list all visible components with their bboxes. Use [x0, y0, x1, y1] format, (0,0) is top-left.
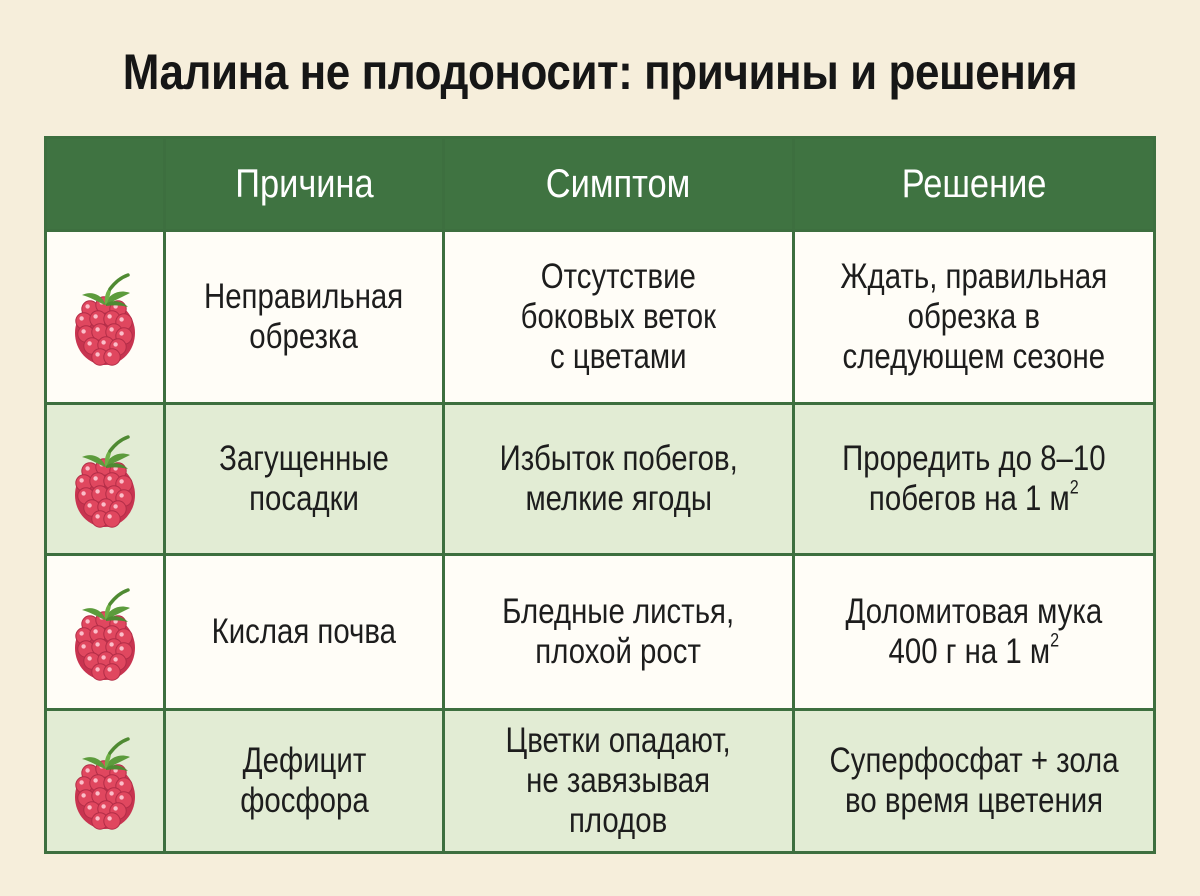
row-icon-cell [47, 556, 163, 708]
causes-table [44, 136, 1156, 854]
cause-cell [166, 711, 442, 851]
symptom-cell [445, 232, 792, 402]
cause-text: Кислая почва [211, 612, 397, 651]
solution-text: Доломитовая мука 400 г на 1 $м^2$ [845, 592, 1103, 671]
solution-cell [795, 405, 1153, 553]
solution-cell [795, 711, 1153, 851]
cause-cell [166, 556, 442, 708]
row-icon-cell [47, 232, 163, 402]
row-icon-cell [47, 711, 163, 851]
symptom-text: Отсутствие боковых веток с цветами [520, 257, 717, 376]
header-cause [166, 139, 442, 229]
cause-cell [166, 405, 442, 553]
raspberry-icon [60, 731, 150, 831]
symptom-text: Избыток побегов, мелкие ягоды [499, 439, 738, 518]
header-solution-label: Решение [901, 162, 1047, 206]
solution-text: Ждать, правильная обрезка в следующем сезоне [840, 257, 1108, 376]
cause-cell [166, 232, 442, 402]
raspberry-icon [60, 429, 150, 529]
header-symptom-label: Симптом [546, 162, 691, 206]
header-cause-label: Причина [234, 162, 374, 206]
raspberry-icon [60, 582, 150, 682]
solution-cell [795, 232, 1153, 402]
solution-cell [795, 556, 1153, 708]
page-title: Малина не плодоносит: причины и решения [122, 44, 1078, 100]
symptom-cell [445, 556, 792, 708]
header-icon-column [47, 139, 163, 229]
row-icon-cell [47, 405, 163, 553]
symptom-text: Бледные листья, плохой рост [502, 592, 735, 671]
solution-text: Суперфосфат + зола во время цветения [829, 741, 1119, 820]
symptom-text: Цветки опадают, не завязывая плодов [505, 721, 732, 840]
cause-text: Неправильная обрезка [204, 277, 404, 356]
header-symptom [445, 139, 792, 229]
symptom-cell [445, 405, 792, 553]
cause-text: Загущенные посадки [219, 439, 389, 518]
raspberry-icon [60, 267, 150, 367]
header-solution [795, 139, 1153, 229]
symptom-cell [445, 711, 792, 851]
cause-text: Дефицит фосфора [239, 741, 369, 820]
solution-text: Проредить до 8–10 побегов на 1 $м^2$ [842, 439, 1106, 518]
